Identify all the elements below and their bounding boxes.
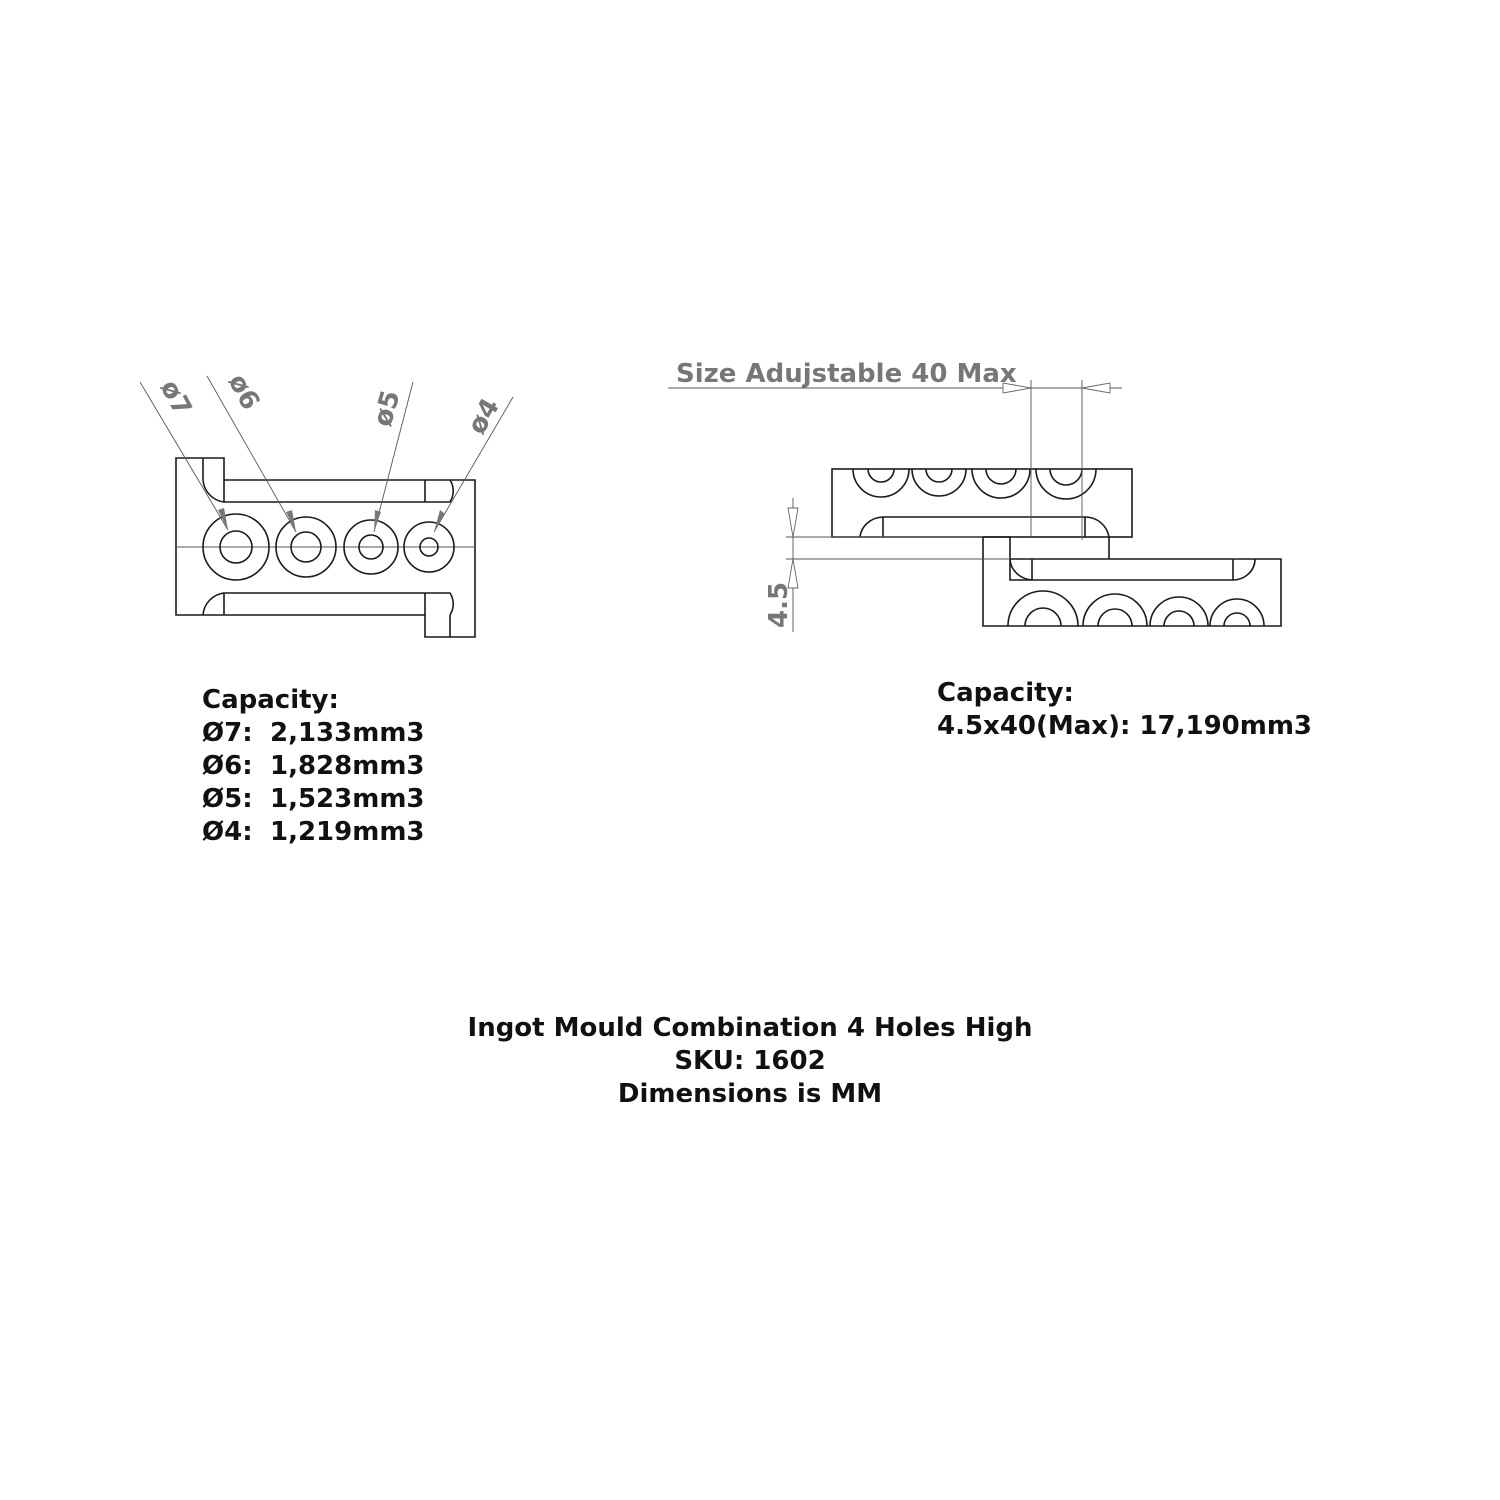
arrow-d4 xyxy=(434,510,445,532)
right-capacity-block xyxy=(937,677,1312,743)
capacity-row-label: Ø7: xyxy=(202,718,253,748)
lower-groove-2-inner xyxy=(1098,609,1132,626)
upper-groove-2-inner xyxy=(926,469,952,482)
height-arrow-top xyxy=(788,508,798,537)
sku-label: SKU: 1602 xyxy=(674,1046,826,1076)
upper-groove-4-outer xyxy=(1036,469,1096,499)
height-label: 4.5 xyxy=(764,581,794,628)
arrow-d6 xyxy=(286,510,296,532)
capacity-row-value: 1,219mm3 xyxy=(270,817,425,847)
capacity-row-value: 2,133mm3 xyxy=(270,718,425,748)
capacity-row-value: 1,523mm3 xyxy=(270,784,425,814)
lower-block-channel xyxy=(1010,559,1255,580)
capacity-row-label: Ø5: xyxy=(202,784,253,814)
lower-groove-2-outer xyxy=(1083,594,1147,626)
right-mould-view xyxy=(668,359,1281,632)
upper-groove-1-outer xyxy=(853,469,909,497)
size-arrow-right xyxy=(1082,383,1110,393)
left-capacity-block xyxy=(202,684,425,849)
capacity-row xyxy=(202,783,425,816)
upper-block-channel xyxy=(883,517,1109,537)
diameter-label-5: ø5 xyxy=(367,387,407,430)
title-block xyxy=(0,1012,1500,1111)
diameter-label-6: ø6 xyxy=(221,369,266,416)
left-mould-outline xyxy=(176,458,475,637)
lower-groove-1-inner xyxy=(1025,608,1061,626)
right-capacity-heading: Capacity: xyxy=(937,678,1074,708)
upper-groove-3-inner xyxy=(986,469,1016,484)
left-top-channel-end xyxy=(203,458,224,502)
upper-groove-4-inner xyxy=(1050,469,1082,485)
left-top-channel xyxy=(224,480,453,502)
units-note: Dimensions is MM xyxy=(617,1079,883,1109)
capacity-row xyxy=(202,717,425,750)
upper-block-channel-end xyxy=(860,517,883,537)
diameter-label-4: ø4 xyxy=(462,393,507,440)
size-adjustable-label: Size Adujstable 40 Max xyxy=(676,359,1017,389)
capacity-row-value: 1,828mm3 xyxy=(270,751,425,781)
left-bottom-channel-end xyxy=(203,593,224,615)
left-mould-view xyxy=(140,369,513,637)
capacity-row xyxy=(202,816,425,849)
diameter-label-7: ø7 xyxy=(153,375,198,422)
capacity-row xyxy=(202,750,425,783)
capacity-row-label: Ø4: xyxy=(202,817,253,847)
lower-block-channel-end xyxy=(1010,559,1032,580)
lower-groove-3-inner xyxy=(1164,611,1194,626)
upper-block-outline xyxy=(832,469,1132,537)
product-title: Ingot Mould Combination 4 Holes High xyxy=(467,1013,1033,1043)
left-bottom-channel xyxy=(224,593,453,615)
capacity-row-label: Ø6: xyxy=(202,751,253,781)
right-capacity-value: 4.5x40(Max): 17,190mm3 xyxy=(937,711,1313,741)
upper-groove-1-inner xyxy=(868,469,894,482)
left-capacity-heading: Capacity: xyxy=(202,685,339,715)
lower-groove-4-inner xyxy=(1224,613,1250,626)
